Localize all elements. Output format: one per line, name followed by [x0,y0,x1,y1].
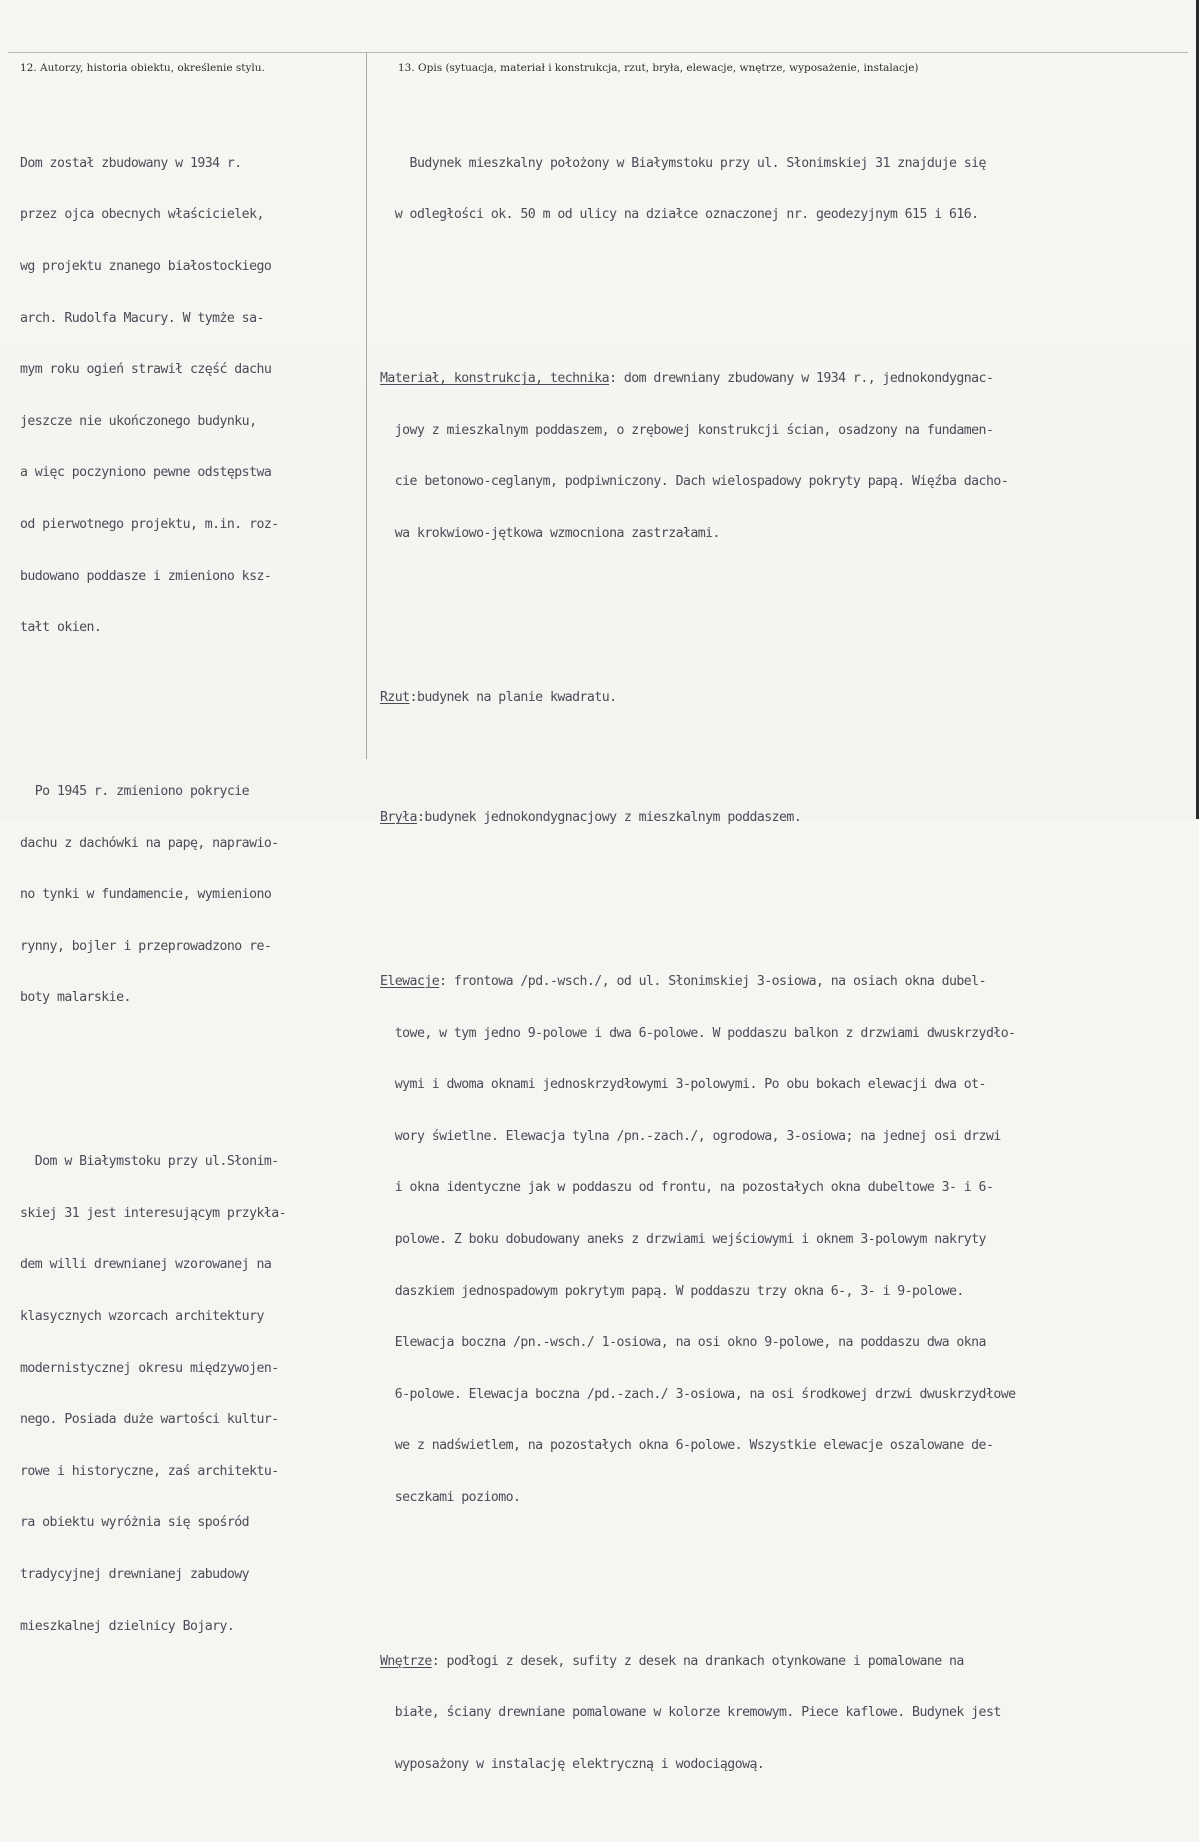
text-line: jeszcze nie ukończonego budynku, [20,413,257,429]
text-line: dachu z dachówki na papę, naprawio- [20,835,279,851]
text-line: modernistycznej okresu międzywojen- [20,1360,279,1376]
text-line: cie betonowo-ceglanym, podpiwniczony. Dach wielospadowy pokryty papą. Więźba dacho- [380,474,1009,490]
text-line: we z nadświetlem, na pozostałych okna 6-polowe. Wszystkie elewacje oszalowane de- [380,1438,994,1454]
text-line: budowano poddasze i zmieniono ksz- [20,568,272,584]
text-line: no tynki w fundamencie, wymieniono [20,887,272,903]
text-line: : frontowa /pd.-wsch./, od ul. Słonimskiej 3-osiowa, na osiach okna dubel- [439,974,986,990]
history-paragraph-1 [20,120,360,670]
elewacje-section [380,939,1180,1541]
text-line: nego. Posiada duże wartości kultur- [20,1412,279,1428]
wnetrze-section [380,1618,1180,1807]
rzut-label: Rzut [380,689,410,705]
text-line: mym roku ogień strawił część dachu [20,362,272,378]
text-line: dem willi drewnianej wzorowanej na [20,1257,272,1273]
text-line: w odległości ok. 50 m od ulicy na działce oznaczonej nr. geodezyjnym 615 i 616. [380,207,979,223]
text-line: białe, ściany drewniane pomalowane w kolorze kremowym. Piece kaflowe. Budynek jest [380,1705,1001,1721]
text-line: przez ojca obecnych właścicielek, [20,207,264,223]
section-13-heading: 13. Opis (sytuacja, materiał i konstrukcja, rzut, bryła, elewacje, wnętrze, wyposażenie, instalacje) [398,62,919,74]
text-line: : dom drewniany zbudowany w 1934 r., jednokondygnac- [609,371,994,387]
text-line: od pierwotnego projektu, m.in. roz- [20,516,279,532]
text-line: Dom został zbudowany w 1934 r. [20,155,242,171]
text-line: polowe. Z boku dobudowany aneks z drzwiami wejściowymi i oknem 3-polowym nakryty [380,1232,986,1247]
text-line: wyposażony w instalację elektryczną i wodociągową. [380,1756,765,1772]
text-line: wymi i dwoma oknami jednoskrzydłowymi 3-polowymi. Po obu bokach elewacji dwa ot- [380,1077,986,1093]
bryla-label: Bryła [380,810,417,826]
history-paragraph-2 [20,749,360,1041]
text-line: skiej 31 jest interesującym przykła- [20,1205,287,1221]
material-section [380,336,1180,577]
column-divider [366,52,367,759]
section-12-heading: 12. Autorzy, historia obiektu, określenie stylu. [20,62,265,74]
wnetrze-label: Wnętrze [380,1653,432,1669]
text-line: klasycznych wzorcach architektury [20,1308,264,1324]
description-intro [380,120,1180,258]
text-line: :budynek na planie kwadratu. [409,689,617,705]
text-line: boty malarskie. [20,990,131,1006]
elewacje-label: Elewacje [380,974,440,990]
text-line: daszkiem jednospadowym pokrytym papą. W poddaszu trzy okna 6-, 3- i 9-polowe. [380,1283,964,1299]
text-line: : podłogi z desek, sufity z desek na drankach otynkowane i pomalowane na [431,1653,964,1669]
text-line: i okna identyczne jak w poddaszu od frontu, na pozostałych okna dubeltowe 3- i 6- [380,1180,994,1196]
text-line: 6-polowe. Elewacja boczna /pd.-zach./ 3-osiowa, na osi środkowej drzwi dwuskrzydłowe [380,1386,1016,1402]
text-line: seczkami poziomo. [380,1489,521,1505]
text-line: wg projektu znanego białostockiego [20,259,272,274]
text-line: mieszkalnej dzielnicy Bojary. [20,1618,235,1634]
text-line: towe, w tym jedno 9-polowe i dwa 6-polowe. W poddaszu balkon z drzwiami dwuskrzydło- [380,1025,1016,1041]
text-line: a więc poczyniono pewne odstępstwa [20,465,272,481]
text-line: jowy z mieszkalnym poddaszem, o zrębowej konstrukcji ścian, osadzony na fundamen- [380,422,994,438]
text-line: tradycyjnej drewnianej zabudowy [20,1566,250,1582]
text-line: tałt okien. [20,620,102,636]
text-line: arch. Rudolfa Macury. W tymże sa- [20,310,264,326]
text-line: rowe i historyczne, zaś architektu- [20,1463,279,1479]
text-line: Po 1945 r. zmieniono pokrycie [20,783,250,799]
text-line: wory świetlne. Elewacja tylna /pn.-zach./, ogrodowa, 3-osiowa; na jednej osi drzwi [380,1128,1001,1144]
history-column [20,86,360,1704]
text-line: :budynek jednokondygnacjowy z mieszkalnym poddaszem. [416,810,802,826]
text-line: ra obiektu wyróżnia się spośród [20,1515,250,1531]
text-line: Dom w Białymstoku przy ul.Słonim- [20,1154,279,1170]
text-line: Budynek mieszkalny położony w Białymstoku przy ul. Słonimskiej 31 znajduje się [380,155,986,171]
text-line: Elewacja boczna /pn.-wsch./ 1-osiowa, na osi okno 9-polowe, na poddaszu dwa okna [380,1335,986,1351]
top-rule [8,52,1188,53]
description-column [380,86,1180,1842]
rzut-section [380,654,1180,740]
material-label: Materiał, konstrukcja, technika [380,371,610,387]
text-line: wa krokwiowo-jętkowa wzmocniona zastrzałami. [380,526,720,541]
text-line: rynny, bojler i przeprowadzono re- [20,938,272,954]
history-paragraph-3 [20,1119,360,1669]
bryla-section [380,775,1180,861]
